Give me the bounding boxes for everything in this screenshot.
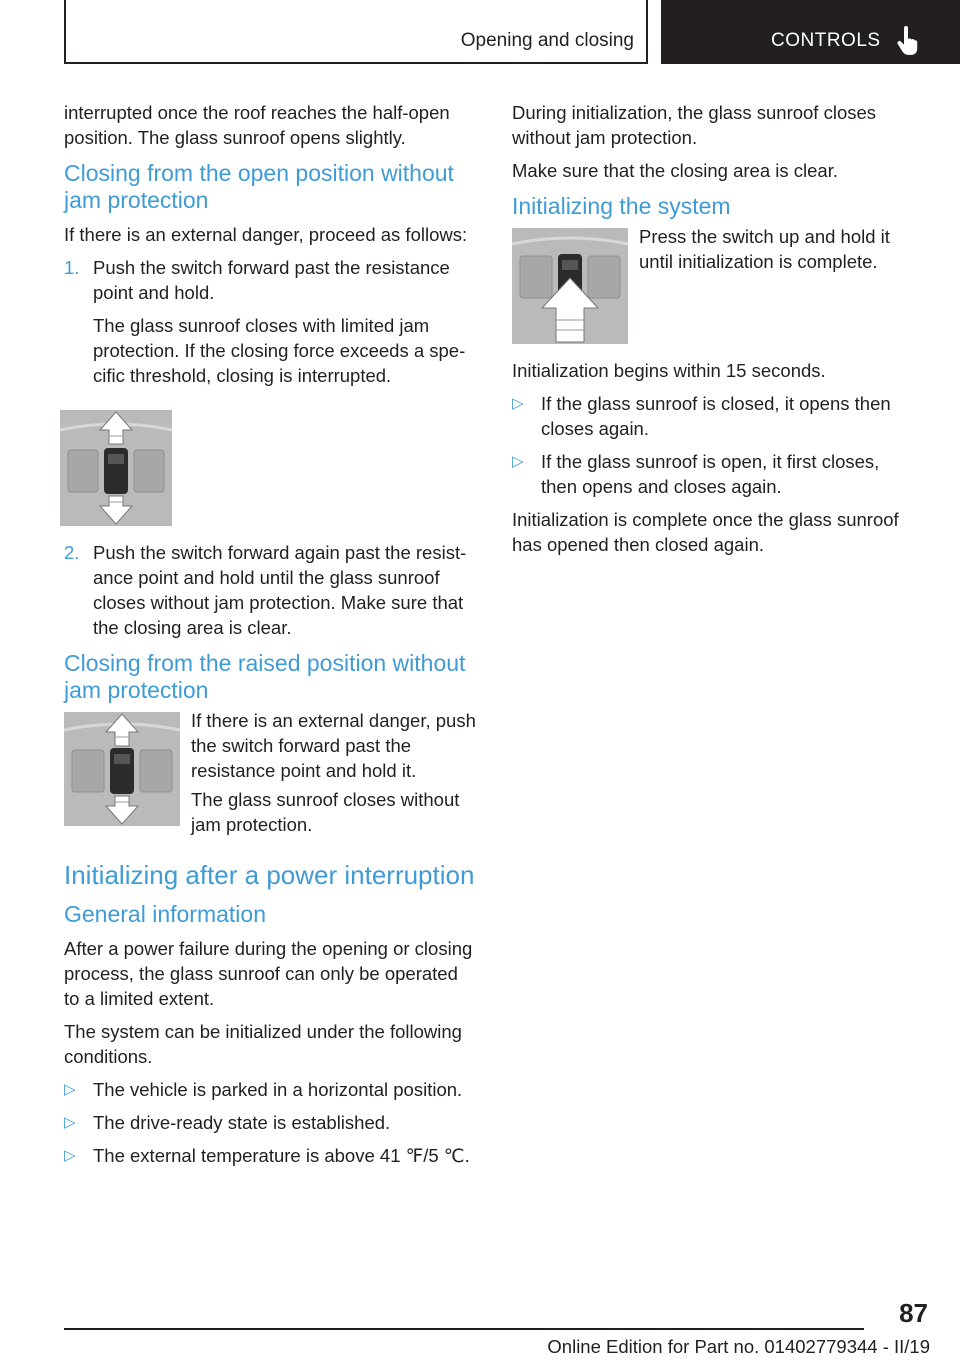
- init-complete: Initialization is complete once the glass sunroof has opened then closed again.: [512, 509, 899, 555]
- page-header: [0, 0, 960, 66]
- header-chapter-box: [661, 0, 960, 64]
- footer-rule: [64, 1328, 864, 1330]
- init-block: [512, 228, 912, 344]
- switch-figure-2: [64, 712, 180, 826]
- init-case-text: If the glass sunroof is closed, it opens then closes again.: [541, 393, 891, 439]
- step-2-number: 2.: [64, 542, 80, 563]
- init-case-text: If the glass sunroof is open, it first closes, then opens and closes again.: [541, 451, 880, 497]
- page-number: 87: [899, 1298, 928, 1328]
- raised-text: [180, 712, 478, 845]
- raised-instruction: If there is an external danger, push the switch forward past the resistance point and hold it.: [191, 710, 476, 781]
- step-1-number: 1.: [64, 257, 80, 278]
- triangle-bullet-icon: ▷: [512, 453, 524, 470]
- switch-figure-3: [512, 228, 628, 344]
- pointing-hand-icon: [895, 26, 919, 56]
- triangle-bullet-icon: ▷: [512, 395, 524, 412]
- step-1-text: Push the switch forward past the resistance point and hold.: [93, 257, 450, 303]
- step-2: [64, 540, 478, 640]
- step-1-detail: The glass sunroof closes with limited jam protection. If the closing force exceeds a specific threshold, closing is interrupted.: [93, 315, 466, 386]
- condition-item: [64, 1110, 478, 1135]
- left-column: [64, 100, 478, 1176]
- heading-general-information: General information: [64, 901, 266, 927]
- condition-item: [64, 1077, 478, 1102]
- sunroof-switch-forward-illustration: [64, 712, 180, 826]
- intro-paragraph: interrupted once the roof reaches the half-open position. The glass sunroof opens slightly.: [64, 102, 450, 148]
- sunroof-switch-up-down-illustration: [60, 410, 172, 526]
- switch-figure-1: [60, 410, 172, 526]
- init-case-item: [512, 449, 912, 499]
- step-2-text: Push the switch forward again past the resistance point and hold until the glass sunroof closes without jam protection. Make sure that the closing area is clear.: [93, 542, 467, 638]
- init-press-text: [628, 228, 912, 282]
- heading-closing-raised: Closing from the raised position without jam protection: [64, 650, 466, 703]
- edition-footer: Online Edition for Part no. 01402779344 - II/19: [547, 1336, 930, 1357]
- general-paragraph-2: The system can be initialized under the following conditions.: [64, 1021, 462, 1067]
- step-1: [64, 255, 478, 388]
- triangle-bullet-icon: ▷: [64, 1114, 76, 1131]
- raised-result: The glass sunroof closes without jam protection.: [191, 789, 460, 835]
- init-begins: Initialization begins within 15 seconds.: [512, 360, 826, 381]
- init-clear-area: Make sure that the closing area is clear.: [512, 160, 838, 181]
- sunroof-switch-up-illustration: [512, 228, 628, 344]
- condition-text: The vehicle is parked in a horizontal position.: [93, 1079, 463, 1100]
- raised-block: [64, 712, 478, 845]
- heading-init-power: Initializing after a power interruption: [64, 860, 475, 890]
- heading-init-system: Initializing the system: [512, 193, 731, 219]
- general-paragraph-1: After a power failure during the opening or closing process, the glass sunroof can only be operated to a limited extent.: [64, 938, 473, 1009]
- init-press-instruction: Press the switch up and hold it until initialization is complete.: [639, 226, 890, 272]
- header-chapter-title: CONTROLS: [771, 30, 881, 51]
- closing-open-intro: If there is an external danger, proceed as follows:: [64, 224, 468, 245]
- heading-closing-open: Closing from the open position without jam protection: [64, 160, 454, 213]
- triangle-bullet-icon: ▷: [64, 1081, 76, 1098]
- condition-item: [64, 1143, 478, 1168]
- header-section-box: [64, 0, 648, 64]
- condition-text: The drive-ready state is established.: [93, 1112, 391, 1133]
- init-warning: During initialization, the glass sunroof closes without jam protection.: [512, 102, 877, 148]
- triangle-bullet-icon: ▷: [64, 1147, 76, 1164]
- init-case-item: [512, 391, 912, 441]
- right-column: [512, 100, 912, 565]
- condition-text: The external temperature is above 41 ℉/5 ℃.: [93, 1145, 470, 1166]
- header-section-title: Opening and closing: [460, 30, 634, 51]
